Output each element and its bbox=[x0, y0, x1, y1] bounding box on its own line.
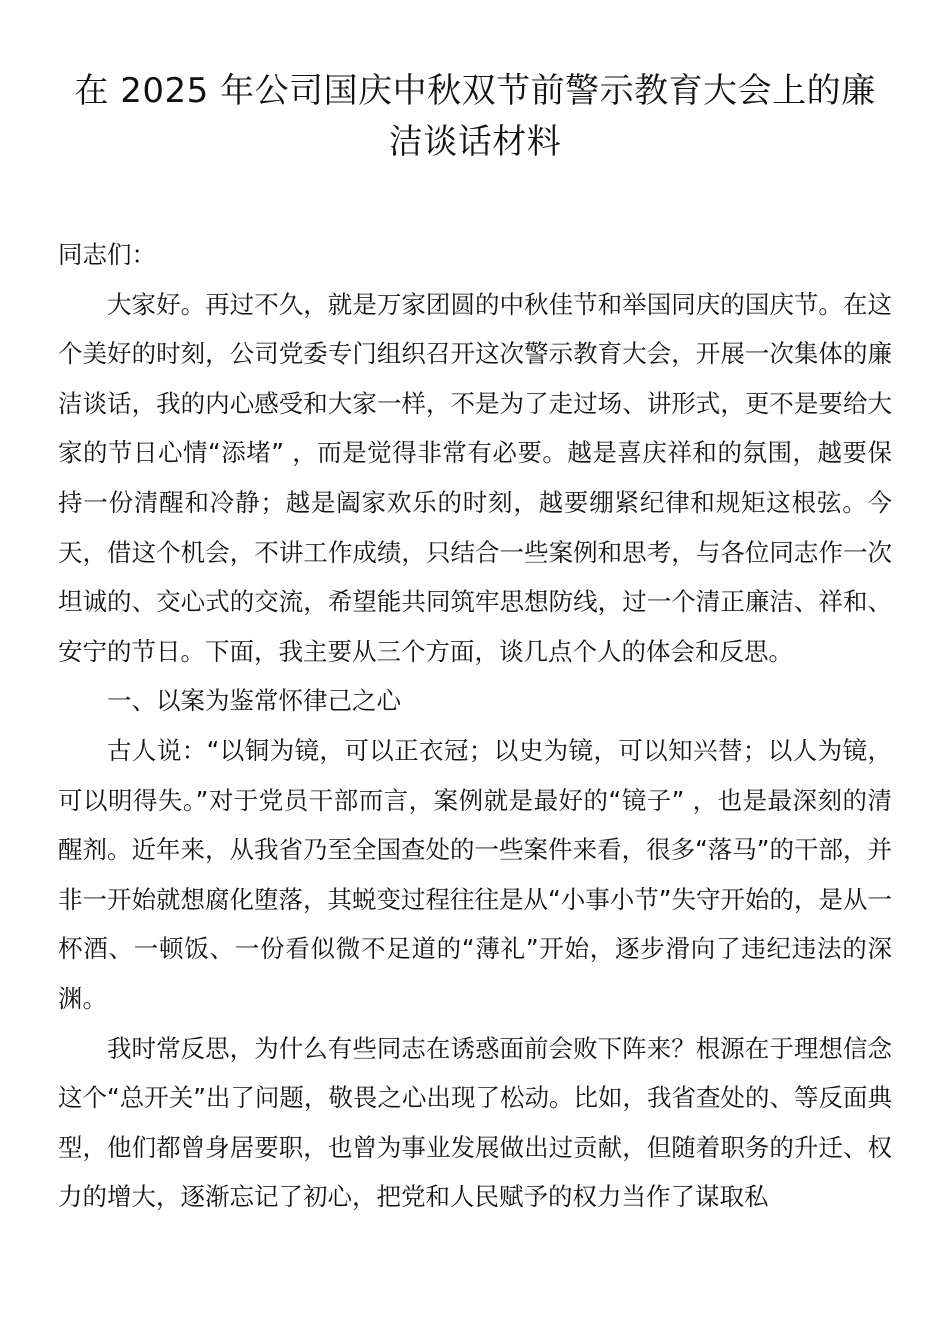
paragraph: 大家好。再过不久，就是万家团圆的中秋佳节和举国同庆的国庆节。在这个美好的时刻，公司党委专门组织召开这次警示教育大会，开展一次集体的廉洁谈话，我的内心感受和大家一样，不是为了走过场、讲形式，更不是要给大家的节日心情“添堵” ，而是觉得非常有必要。越是喜庆祥和的氛围，越要保持一份清醒和冷静；越是阖家欢乐的时刻，越要绷紧纪律和规矩这根弦。今天，借这个机会，不讲工作成绩，只结合一些案例和思考，与各位同志作一次坦诚的、交心式的交流，希望能共同筑牢思想防线，过一个清正廉洁、祥和、安宁的节日。下面，我主要从三个方面，谈几点个人的体会和反思。 bbox=[58, 289, 892, 666]
section-heading: 一、以案为鉴常怀律己之心 bbox=[107, 686, 401, 716]
paragraph: 我时常反思，为什么有些同志在诱惑面前会败下阵来？根源在于理想信念这个“总开关”出了问题，敬畏之心出现了松动。比如，我省查处的、等反面典型，他们都曾身居要职，也曾为事业发展做出过贡献，但随着职务的升迁、权力的增大，逐渐忘记了初心，把党和人民赋予的权力当作了谋取私 bbox=[58, 1033, 892, 1212]
salutation: 同志们： bbox=[58, 240, 156, 269]
paragraph: 古人说：“以铜为镜，可以正衣冠；以史为镜，可以知兴替；以人为镜，可以明得失。”对于党员干部而言，案例就是最好的“镜子” ，也是最深刻的清醒剂。近年来，从我省乃至全国查处的一些案件来看，很多“落马”的干部，并非一开始就想腐化堕落，其蜕变过程往往是从“小事小节”失守开始的，是从一杯酒、一顿饭、一份看似微不足道的“薄礼”开始，逐步滑向了违纪违法的深渊。 bbox=[58, 735, 892, 1013]
document-title: 在 2025 年公司国庆中秋双节前警示教育大会上的廉洁谈话材料 bbox=[74, 71, 876, 162]
document-body bbox=[58, 230, 892, 1222]
